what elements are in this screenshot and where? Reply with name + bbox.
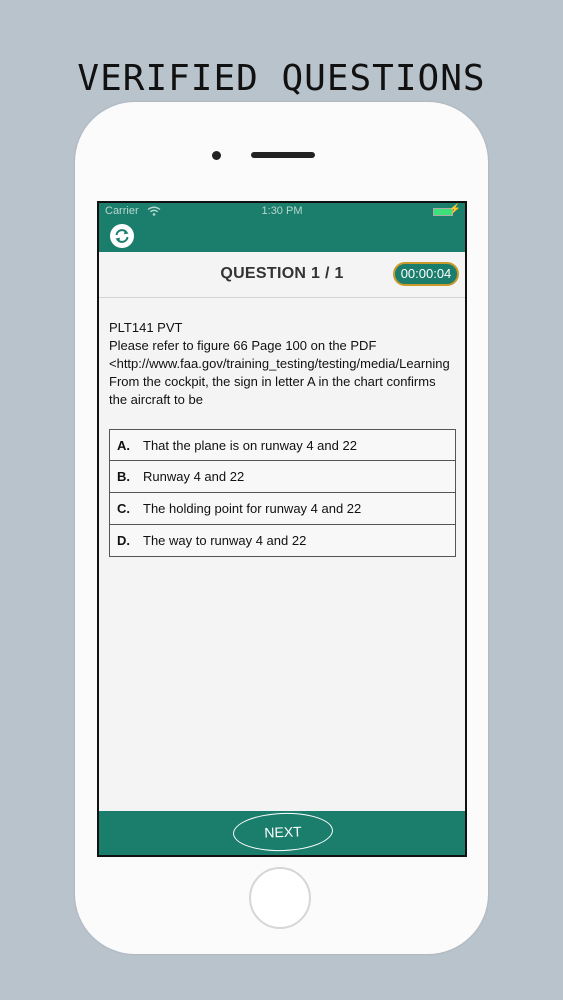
question-line: the aircraft to be (109, 392, 203, 407)
answer-letter: C. (117, 501, 130, 516)
status-time: 1:30 PM (261, 205, 303, 217)
answer-list (109, 429, 456, 557)
carrier-label: Carrier (105, 205, 139, 217)
question-line: From the cockpit, the sign in letter A in the chart confirms (109, 374, 436, 389)
answer-text: That the plane is on runway 4 and 22 (143, 437, 357, 453)
answer-option-d[interactable] (109, 525, 456, 557)
answer-option-a[interactable] (109, 429, 456, 461)
app-screen (97, 201, 467, 857)
question-counter: QUESTION 1 / 1 (220, 265, 344, 282)
answer-letter: A. (117, 437, 130, 453)
phone-frame (75, 102, 488, 954)
question-line: Please refer to figure 66 Page 100 on the PDF (109, 338, 377, 353)
timer-badge: 00:00:04 (393, 262, 459, 286)
refresh-button[interactable] (110, 224, 134, 248)
answer-text: The way to runway 4 and 22 (143, 533, 307, 548)
answer-text: The holding point for runway 4 and 22 (143, 501, 362, 516)
question-line: PLT141 PVT (109, 320, 183, 335)
home-button[interactable] (249, 867, 311, 929)
answer-option-b[interactable] (109, 461, 456, 493)
answer-letter: B. (117, 469, 130, 484)
front-camera (212, 151, 221, 160)
next-button[interactable]: NEXT (232, 811, 333, 852)
status-bar (99, 203, 465, 220)
bottom-bar (99, 811, 465, 855)
answer-letter: D. (117, 533, 130, 548)
earpiece-speaker (251, 152, 315, 158)
question-line: <http://www.faa.gov/training_testing/testing/media/Learning (109, 356, 450, 371)
charging-icon: ⚡ (448, 204, 461, 215)
promo-title: VERIFIED QUESTIONS (77, 58, 486, 99)
question-header (99, 252, 465, 298)
question-text (109, 319, 467, 409)
answer-option-c[interactable] (109, 493, 456, 525)
refresh-icon (113, 227, 131, 245)
app-bar (99, 220, 465, 252)
answer-text: Runway 4 and 22 (143, 469, 245, 484)
